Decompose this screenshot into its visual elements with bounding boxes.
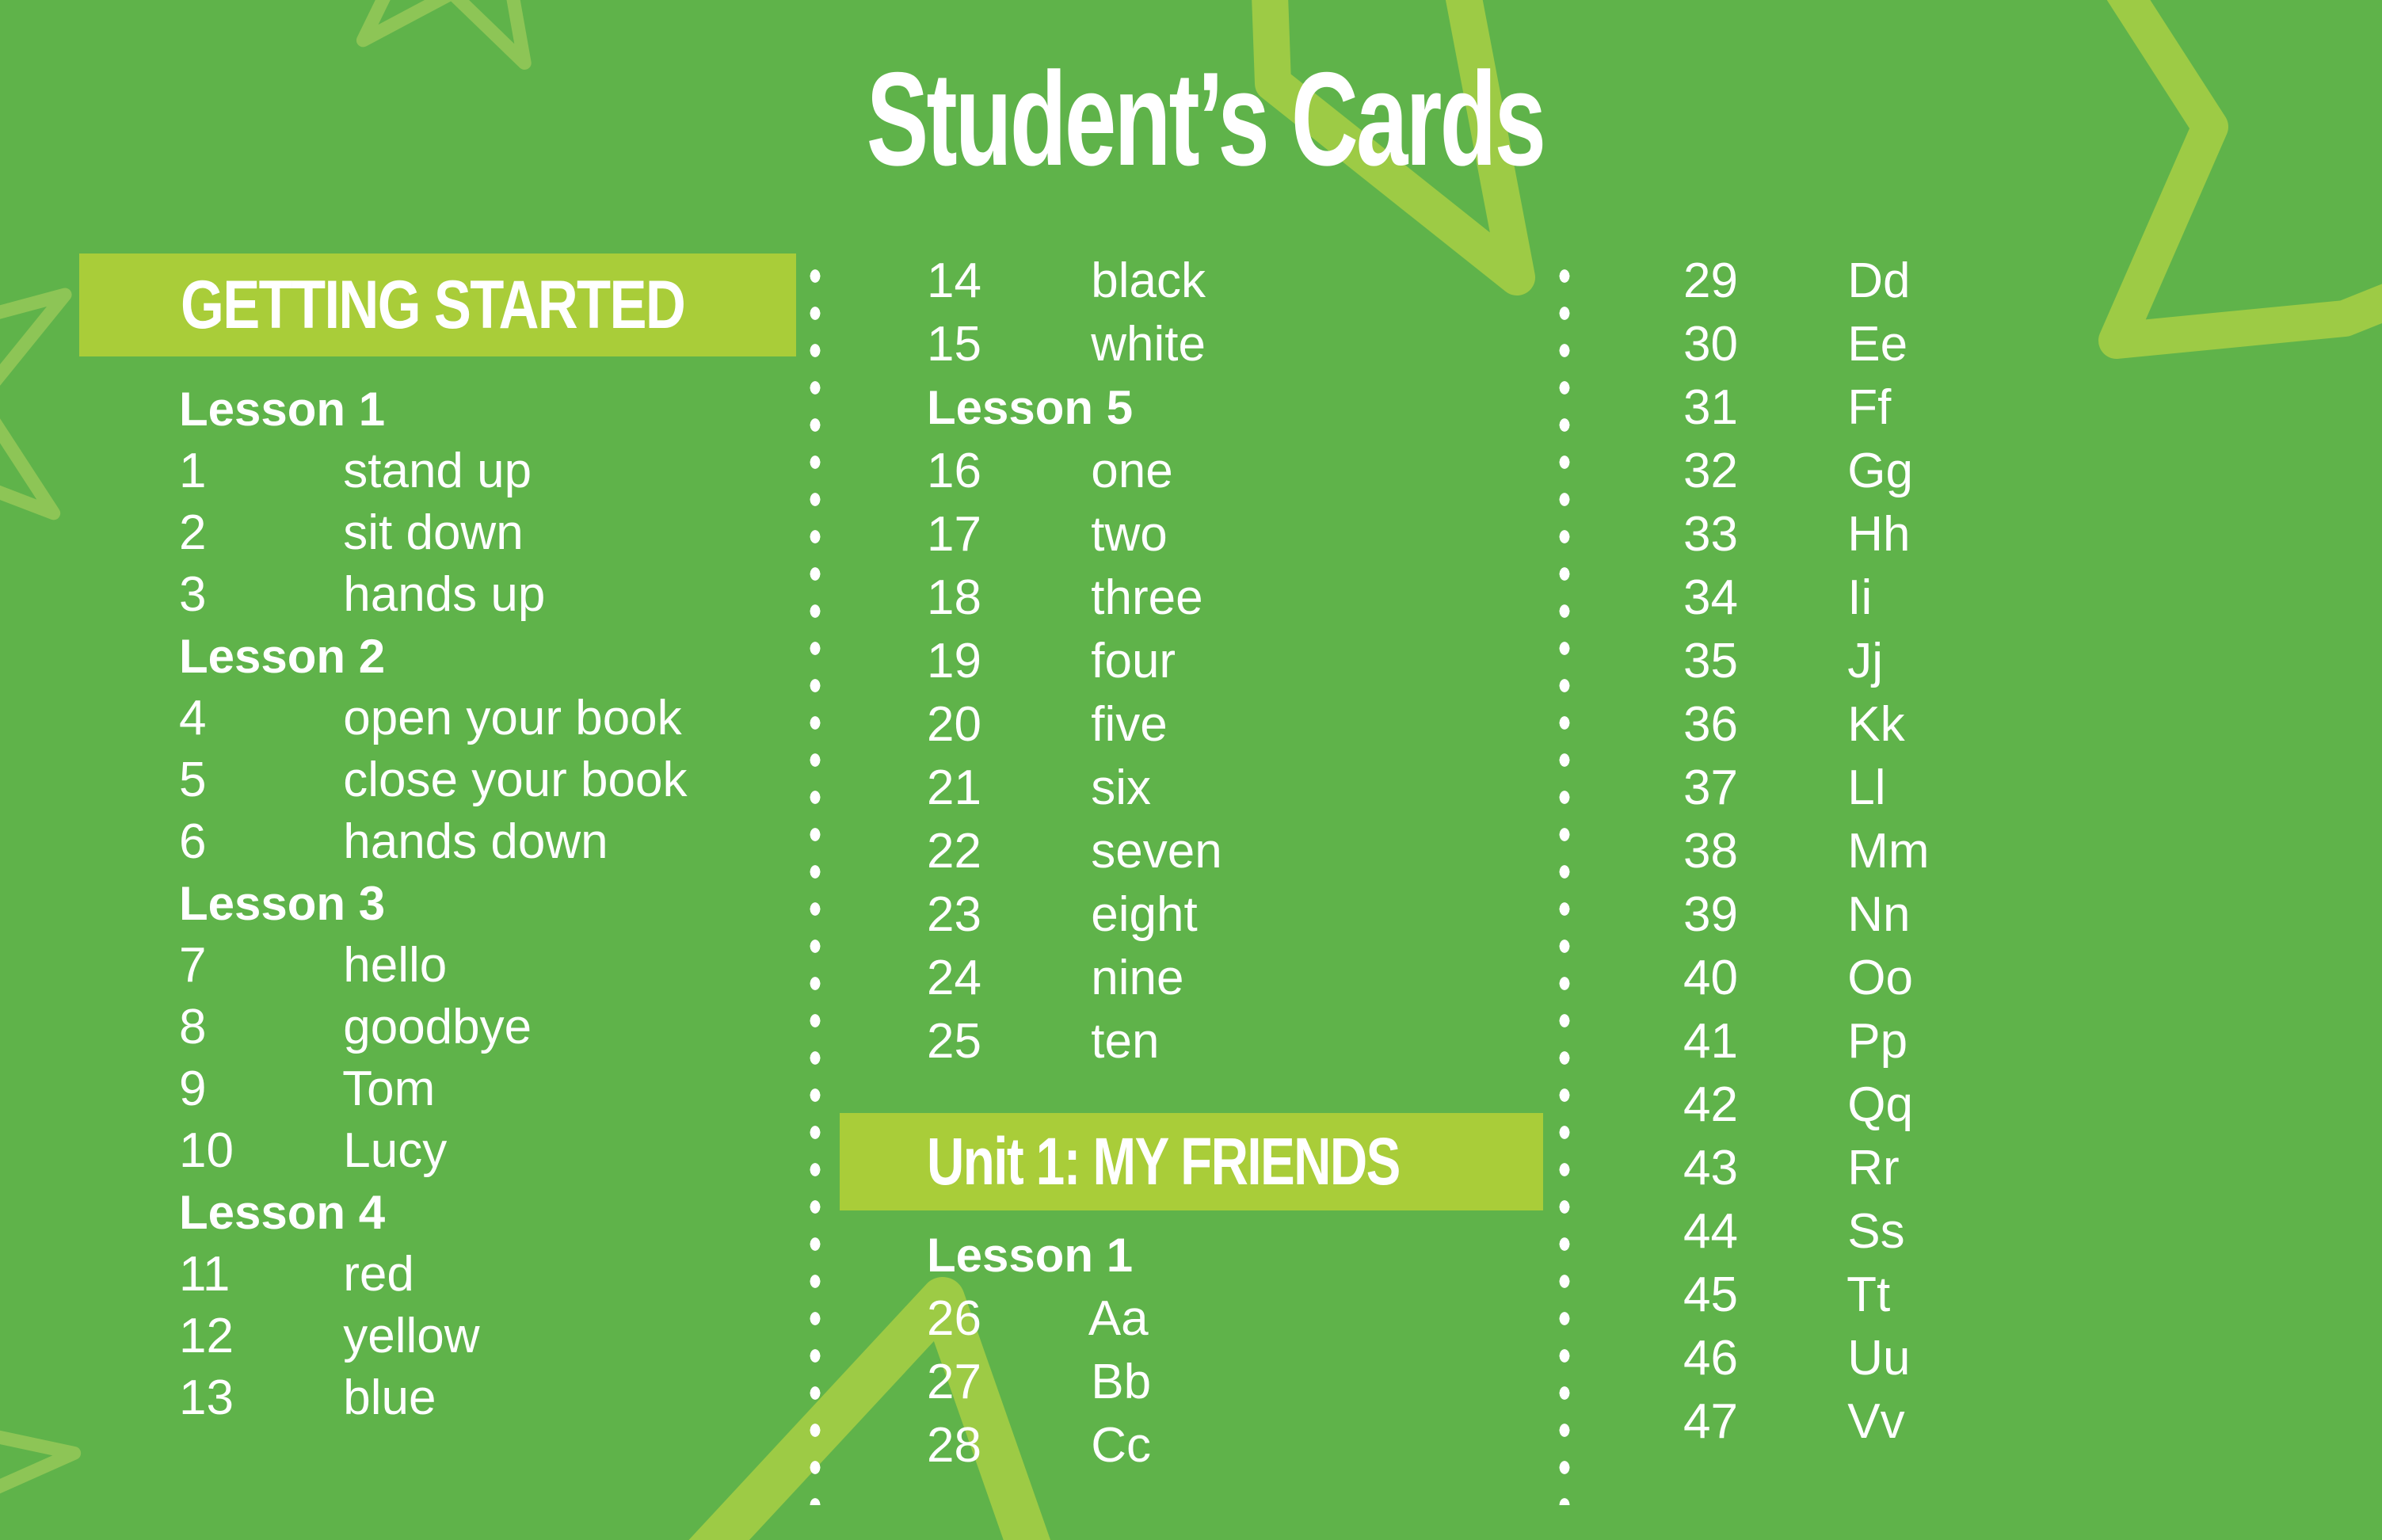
card-number: 34 <box>1683 570 1738 625</box>
star-icon <box>0 1245 102 1540</box>
card-word: close your book <box>343 753 688 807</box>
card-word: Bb <box>1091 1355 1152 1409</box>
card-word: white <box>1091 317 1206 372</box>
unit1-header <box>840 1113 1543 1210</box>
card-number: 13 <box>179 1370 234 1425</box>
card-number: 21 <box>927 760 981 815</box>
list-row <box>1683 503 2365 566</box>
card-word: Ll <box>1847 760 1886 815</box>
list-row <box>1683 440 2365 503</box>
card-word: Vv <box>1847 1394 1905 1449</box>
card-word: two <box>1091 507 1168 562</box>
card-number: 43 <box>1683 1141 1738 1195</box>
list-row <box>1683 566 2365 630</box>
card-word: Ee <box>1847 317 1908 372</box>
card-word: Gg <box>1847 444 1913 498</box>
card-word: Tom <box>342 1062 436 1116</box>
getting-started-label: GETTING STARTED <box>181 266 685 343</box>
list-row <box>1683 757 2365 820</box>
card-number: 45 <box>1683 1267 1738 1322</box>
card-number: 33 <box>1683 507 1738 562</box>
list-row <box>927 820 1545 883</box>
list-row <box>927 313 1545 376</box>
card-number: 36 <box>1683 697 1738 752</box>
card-number: 32 <box>1683 444 1738 498</box>
card-number: 42 <box>1683 1077 1738 1132</box>
card-word: four <box>1091 634 1176 688</box>
card-number: 8 <box>179 1000 207 1054</box>
card-number: 19 <box>927 634 981 688</box>
card-number: 17 <box>927 507 981 562</box>
list-row <box>179 749 813 811</box>
card-number: 15 <box>927 317 981 372</box>
card-number: 39 <box>1683 887 1738 942</box>
card-word: Uu <box>1847 1331 1911 1386</box>
card-word: Ss <box>1847 1204 1905 1259</box>
card-number: 2 <box>179 505 207 560</box>
card-word: sit down <box>343 505 524 560</box>
card-word: Oo <box>1847 951 1913 1005</box>
unit1-label: Unit 1: MY FRIENDS <box>927 1124 1400 1199</box>
card-number: 31 <box>1683 380 1738 435</box>
card-word: Tt <box>1847 1267 1891 1322</box>
list-row <box>179 1058 813 1120</box>
card-number: 5 <box>179 753 207 807</box>
card-number: 38 <box>1683 824 1738 879</box>
card-word: red <box>343 1247 414 1302</box>
card-number: 29 <box>1683 253 1738 308</box>
card-word: Qq <box>1847 1077 1913 1132</box>
card-word: open your book <box>343 691 682 745</box>
card-word: hands up <box>343 567 546 622</box>
list-row <box>927 1224 1545 1287</box>
column-middle-bottom <box>927 1224 1545 1477</box>
list-row <box>927 566 1545 630</box>
card-number: 14 <box>927 253 981 308</box>
card-word: Hh <box>1847 507 1911 562</box>
list-row <box>927 1287 1545 1351</box>
card-word: one <box>1091 444 1173 498</box>
card-number: 27 <box>927 1355 981 1409</box>
card-word: Ff <box>1847 380 1892 435</box>
card-number: 40 <box>1683 951 1738 1005</box>
card-word: Lucy <box>343 1123 448 1178</box>
list-row <box>927 693 1545 757</box>
card-number: 10 <box>179 1123 234 1178</box>
list-row <box>179 502 813 564</box>
card-word: Pp <box>1847 1014 1908 1069</box>
card-number: 28 <box>927 1418 981 1473</box>
card-word: Mm <box>1847 824 1930 879</box>
card-word: Cc <box>1091 1418 1152 1473</box>
getting-started-header <box>79 253 796 356</box>
page-title: Student’s Cards <box>866 44 1545 193</box>
list-row <box>179 1182 813 1244</box>
list-row <box>1683 693 2365 757</box>
card-number: 35 <box>1683 634 1738 688</box>
lesson-label: Lesson 1 <box>179 383 386 436</box>
card-word: black <box>1091 253 1206 308</box>
list-row <box>1683 1200 2365 1264</box>
card-number: 44 <box>1683 1204 1738 1259</box>
card-number: 26 <box>927 1291 981 1346</box>
list-row <box>927 503 1545 566</box>
card-word: goodbye <box>343 1000 532 1054</box>
list-row <box>179 1120 813 1182</box>
card-word: Jj <box>1847 634 1884 688</box>
card-word: seven <box>1091 824 1222 879</box>
list-row <box>927 1414 1545 1477</box>
card-number: 6 <box>179 814 207 869</box>
card-number: 16 <box>927 444 981 498</box>
list-row <box>1683 250 2365 313</box>
card-word: blue <box>343 1370 436 1425</box>
list-row <box>927 757 1545 820</box>
card-number: 11 <box>179 1247 231 1302</box>
list-row <box>927 630 1545 693</box>
card-number: 3 <box>179 567 207 622</box>
list-row <box>927 376 1545 440</box>
card-word: yellow <box>343 1309 480 1363</box>
list-row <box>927 1351 1545 1414</box>
list-row <box>1683 1264 2365 1327</box>
card-word: Kk <box>1847 697 1905 752</box>
list-row <box>927 440 1545 503</box>
card-number: 46 <box>1683 1331 1738 1386</box>
list-row <box>1683 1073 2365 1137</box>
list-row <box>1683 630 2365 693</box>
list-row <box>927 250 1545 313</box>
card-number: 9 <box>179 1062 207 1116</box>
card-number: 18 <box>927 570 981 625</box>
card-word: Ii <box>1847 570 1873 625</box>
card-word: three <box>1091 570 1203 625</box>
list-row <box>179 564 813 626</box>
card-number: 1 <box>179 444 207 498</box>
card-word: Rr <box>1847 1141 1900 1195</box>
card-number: 24 <box>927 951 981 1005</box>
list-row <box>1683 1010 2365 1073</box>
lesson-label: Lesson 4 <box>179 1186 386 1239</box>
card-word: eight <box>1091 887 1198 942</box>
list-row <box>1683 883 2365 947</box>
lesson-label: Lesson 5 <box>927 381 1134 434</box>
list-row <box>179 997 813 1058</box>
list-row <box>1683 313 2365 376</box>
list-row <box>1683 376 2365 440</box>
list-row <box>179 1306 813 1367</box>
column-getting-started <box>179 379 813 1429</box>
lesson-label: Lesson 2 <box>179 630 386 683</box>
card-number: 23 <box>927 887 981 942</box>
list-row <box>927 883 1545 947</box>
dotted-separator-right <box>1558 257 1571 1505</box>
card-number: 12 <box>179 1309 234 1363</box>
column-middle-top <box>927 250 1545 1073</box>
card-word: nine <box>1091 951 1184 1005</box>
card-word: five <box>1091 697 1168 752</box>
list-row <box>1683 1137 2365 1200</box>
card-word: six <box>1091 760 1152 815</box>
list-row <box>179 1367 813 1429</box>
card-word: ten <box>1091 1014 1160 1069</box>
list-row <box>927 947 1545 1010</box>
card-word: stand up <box>343 444 532 498</box>
lesson-label: Lesson 3 <box>179 877 386 930</box>
card-number: 37 <box>1683 760 1738 815</box>
card-number: 22 <box>927 824 981 879</box>
column-right <box>1683 250 2365 1454</box>
list-row <box>179 440 813 502</box>
card-number: 25 <box>927 1014 981 1069</box>
card-number: 4 <box>179 691 207 745</box>
list-row <box>179 626 813 688</box>
list-row <box>927 1010 1545 1073</box>
list-row <box>179 688 813 749</box>
list-row <box>1683 820 2365 883</box>
card-word: Nn <box>1847 887 1911 942</box>
list-row <box>179 873 813 935</box>
list-row <box>1683 947 2365 1010</box>
star-icon <box>0 170 119 587</box>
card-number: 30 <box>1683 317 1738 372</box>
card-number: 41 <box>1683 1014 1738 1069</box>
card-word: Aa <box>1088 1291 1149 1346</box>
card-number: 47 <box>1683 1394 1738 1449</box>
list-row <box>179 811 813 873</box>
list-row <box>179 379 813 440</box>
card-word: hello <box>343 938 448 993</box>
list-row <box>1683 1390 2365 1454</box>
list-row <box>179 1244 813 1306</box>
card-word: Dd <box>1847 253 1911 308</box>
lesson-label: Lesson 1 <box>927 1229 1134 1282</box>
list-row <box>179 935 813 997</box>
card-number: 20 <box>927 697 981 752</box>
card-number: 7 <box>179 938 207 993</box>
card-word: hands down <box>343 814 608 869</box>
list-row <box>1683 1327 2365 1390</box>
